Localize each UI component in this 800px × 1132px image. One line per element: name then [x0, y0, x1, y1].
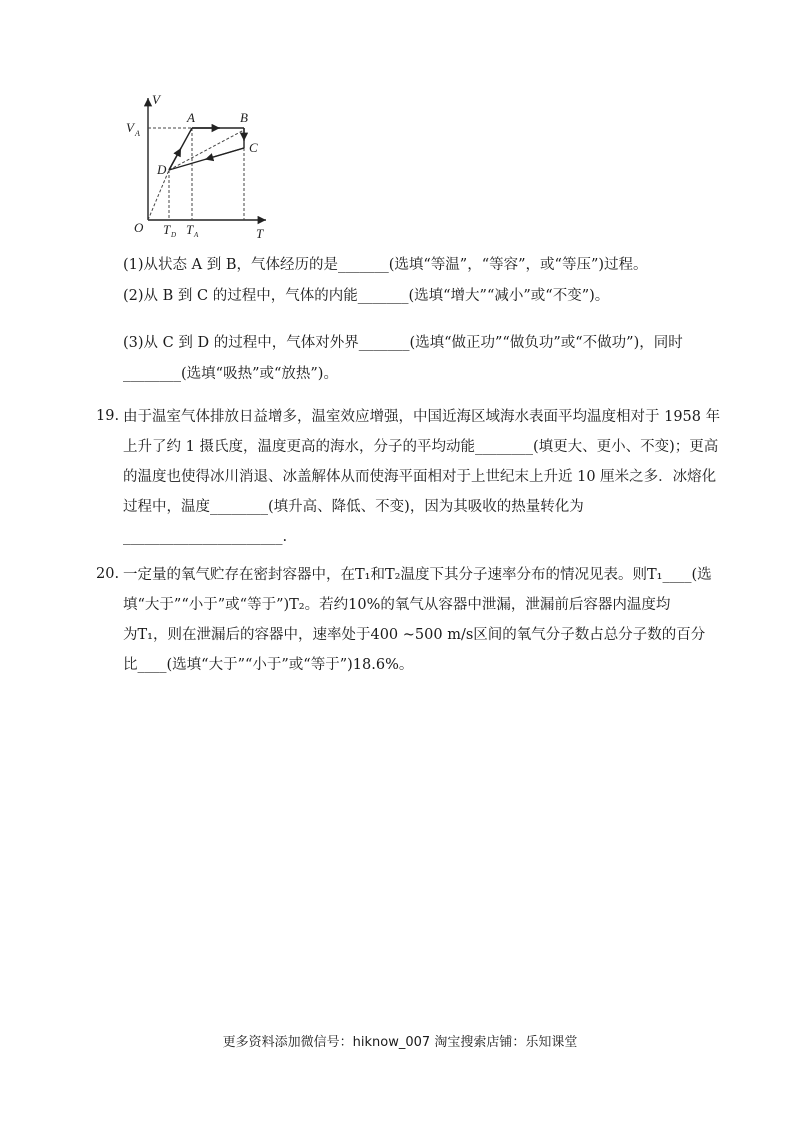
- q19-line: 由于温室气体排放日益增多，温室效应增强，中国近海区域海水表面平均温度相对于 1958 年: [123, 409, 721, 425]
- axis-v-label: V: [152, 92, 160, 107]
- q19-body: [123, 402, 721, 552]
- tick-ta-sub: A: [194, 231, 199, 239]
- q18-part1: (1)从状态 A 到 B，气体经历的是_______(选填“等温”，“等容”，或“等压”)过程。: [123, 257, 648, 273]
- axis-t-label: T: [256, 226, 264, 241]
- point-a-label: A: [187, 110, 195, 125]
- q19-line: 的温度也使得冰川消退、冰盖解体从而使海平面相对于上世纪末上升近 10 厘米之多．冰熔化: [123, 469, 717, 485]
- q20-line: 为T₁，则在泄漏后的容器中，速率处于400 ~500 m/s区间的氧气分子数占总分子数的百分: [123, 627, 706, 643]
- q20-number: 20.: [96, 566, 120, 582]
- va-label: V: [126, 120, 134, 135]
- q20-line: 填“大于”“小于”或“等于”)T₂。若约10%的氧气从容器中泄漏，泄漏前后容器内温度均: [123, 597, 671, 613]
- tick-td-label: T: [163, 222, 171, 237]
- tick-td-sub: D: [171, 231, 177, 239]
- tick-ta-label: T: [186, 222, 194, 237]
- origin-label: O: [134, 220, 144, 235]
- q19-line: ______________________.: [123, 529, 288, 545]
- va-label-sub: A: [135, 129, 140, 138]
- q19-number: 19.: [96, 408, 120, 424]
- page-footer: 更多资料添加微信号：hiknow_007 淘宝搜索店铺：乐知课堂: [222, 1035, 578, 1050]
- q20-line: 比____(选填“大于”“小于”或“等于”)18.6%。: [123, 657, 414, 673]
- q20-line: 一定量的氧气贮存在密封容器中，在T₁和T₂温度下其分子速率分布的情况见表。则T₁____(选: [123, 567, 712, 583]
- point-c-label: C: [249, 140, 258, 155]
- point-b-label: B: [240, 110, 248, 125]
- q19-line: 过程中，温度________(填升高、降低、不变)，因为其吸收的热量转化为: [123, 499, 584, 515]
- q20-body: [123, 560, 712, 680]
- q19-line: 上升了约 1 摄氏度，温度更高的海水，分子的平均动能________(填更大、更小、不变)；更高: [123, 439, 719, 455]
- q18-part2: (2)从 B 到 C 的过程中，气体的内能_______(选填“增大”“减小”或“不变”)。: [123, 288, 610, 304]
- point-d-label: D: [157, 162, 167, 177]
- q18-part3-line1: (3)从 C 到 D 的过程中，气体对外界_______(选填“做正功”“做负功”或“不做功”)，同时: [123, 335, 683, 351]
- vt-graph-figure: [120, 92, 280, 242]
- q18-part3-line2: ________(选填“吸热”或“放热”)。: [123, 366, 338, 382]
